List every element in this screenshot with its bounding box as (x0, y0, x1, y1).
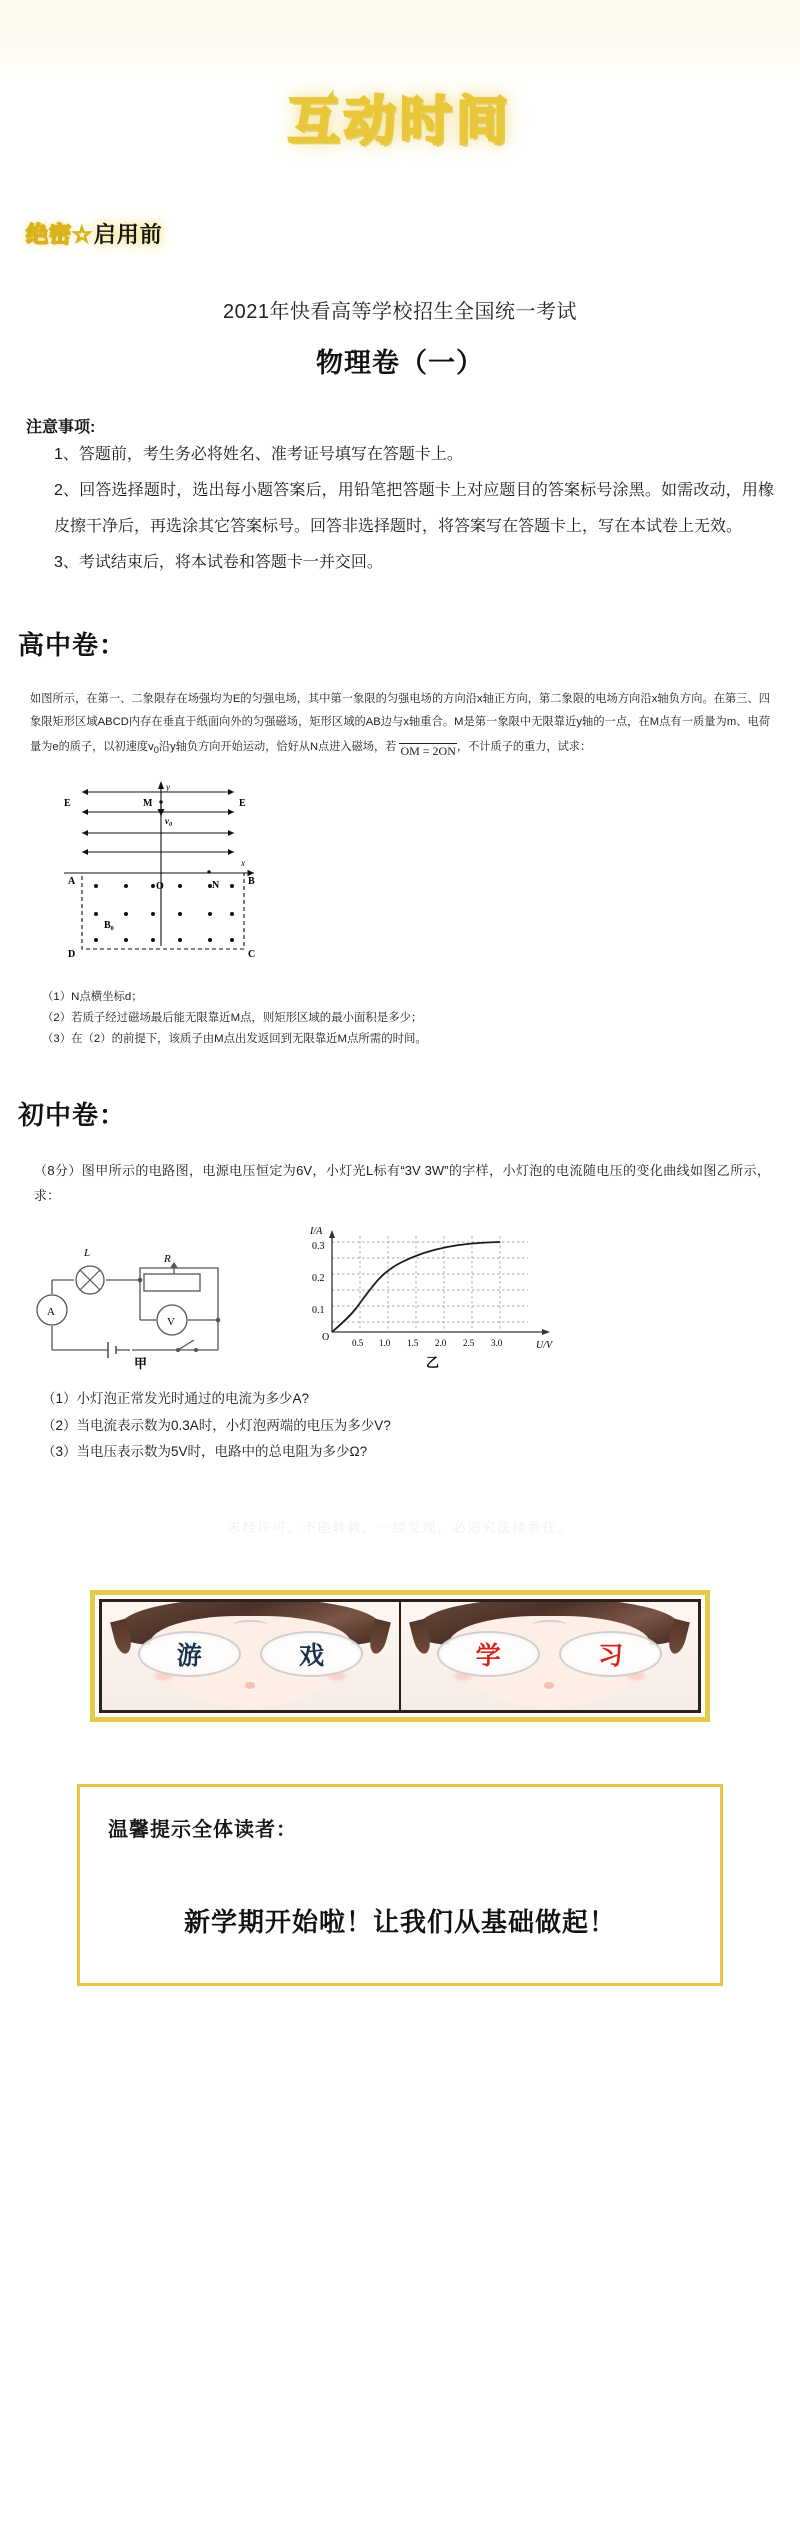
lens-text-right-1: 学 (437, 1631, 540, 1677)
graph-ytick: 0.2 (312, 1273, 325, 1285)
exam-title: 物理卷（一） (316, 348, 484, 378)
question-item: （2）若质子经过磁场最后能无限靠近M点，则矩形区域的最小面积是多少； (42, 1012, 423, 1025)
hero-title: 互动时间 (287, 92, 512, 152)
question-item: （1）小灯泡正常发光时通过的电流为多少A? (42, 1391, 310, 1407)
meme-panel-right (399, 1602, 698, 1710)
graph-xtick: 1.0 (379, 1338, 391, 1349)
graph-xtick: 2.5 (463, 1338, 475, 1349)
figure-caption-yi: 乙 (426, 1355, 440, 1371)
lens-text-left-1: 游 (138, 1631, 241, 1677)
notice-section (26, 414, 774, 581)
graph-origin: O (322, 1332, 330, 1344)
meme-banner (90, 1590, 710, 1722)
glasses-right (437, 1632, 663, 1676)
meme-panel-left (102, 1602, 399, 1710)
secret-black-text: 启用前 (93, 222, 163, 247)
problem-subscript: 0 (153, 745, 159, 756)
iv-curve-graph-yi (290, 1220, 560, 1370)
point-marker-m (159, 801, 162, 804)
question-item: （2）当电流表示数为0.3A时，小灯泡两端的电压为多少V? (42, 1417, 391, 1433)
high-school-figure (28, 776, 800, 971)
corner-label-d: D (68, 949, 76, 961)
circuit-diagram-jia (22, 1220, 272, 1370)
corner-label-c: C (248, 949, 256, 961)
graph-ytick: 0.3 (312, 1241, 325, 1253)
rheostat-label-r: R (164, 1253, 171, 1266)
final-message-box (77, 1784, 723, 1986)
middle-school-questions (42, 1386, 770, 1465)
problem-text-part3: ，不计质子的重力，试求： (456, 740, 592, 753)
corner-label-b: B (248, 876, 255, 888)
graph-xlabel: U/V (536, 1340, 553, 1352)
secret-notice (26, 215, 800, 255)
nose-shape (245, 1682, 255, 1689)
physics-field-diagram (28, 776, 328, 966)
question-item: （1）N点横坐标d； (42, 991, 143, 1004)
meme-inner (99, 1599, 701, 1713)
meme-frame (90, 1590, 710, 1722)
lamp-label-l: L (84, 1247, 91, 1260)
figure-caption-jia: 甲 (134, 1356, 148, 1371)
corner-label-a: A (68, 876, 76, 888)
point-label-m: M (143, 798, 153, 810)
notice-heading: 注意事项: (26, 419, 96, 436)
axis-label-y: y (166, 782, 170, 793)
voltmeter-label-v: V (167, 1316, 175, 1329)
graph-xtick: 2.0 (435, 1338, 447, 1349)
high-school-problem-text (30, 688, 770, 760)
graph-ytick: 0.1 (312, 1305, 325, 1317)
question-item: （3）当电压表示数为5V时，电路中的总电阻为多少Ω? (42, 1443, 368, 1459)
section-heading-middle-school: 初中卷： (18, 1099, 127, 1130)
graph-xtick: 1.5 (407, 1338, 419, 1349)
origin-label-o: O (156, 881, 164, 893)
ammeter-label-a: A (47, 1306, 55, 1319)
hero-banner (0, 0, 800, 215)
graph-ylabel: I/A (310, 1226, 323, 1238)
graph-grid (332, 1236, 528, 1330)
high-school-questions (42, 987, 770, 1050)
field-label-b0: $B_0$ (104, 920, 114, 933)
velocity-label-v0: $v_0$ (165, 816, 172, 829)
exam-heading (0, 295, 800, 380)
section-heading-high-school: 高中卷： (18, 630, 127, 660)
switch-symbol (178, 1340, 194, 1350)
secret-gold-text: 绝密☆ (26, 222, 93, 247)
problem-text-part1: 如图所示，在第一、二象限存在场强均为E的匀强电场，其中第一象限的匀强电场的方向沿x轴正方向，第二象限的电场方向沿x轴负方向。在第三、四象限矩形区域ABCD内存在垂直于纸面向外的匀强磁场，矩形区域的AB边与x轴重合。M是第一象限中无限靠近y轴的一点，在M点有一质量为m、电荷量为e的质子，以初速度v (30, 693, 770, 753)
formula-om-2on (399, 739, 456, 764)
graph-xtick: 0.5 (352, 1338, 364, 1349)
nose-shape (544, 1682, 554, 1689)
middle-school-figures (22, 1220, 800, 1370)
page-bottom-spacer (0, 1986, 800, 2046)
middle-school-problem-text: （8分）图甲所示的电路图，电源电压恒定为6V，小灯光L标有“3V 3W”的字样，小灯泡的电流随电压的变化曲线如图乙所示，求： (34, 1162, 770, 1203)
field-label-e-right: E (239, 798, 246, 810)
question-item: （3）在（2）的前提下，该质子由M点出发返回到无限靠近M点所需的时间。 (42, 1033, 427, 1046)
axis-label-x: x (241, 858, 245, 869)
notice-item: 2、回答选择题时，选出每小题答案后，用铅笔把答题卡上对应题目的答案标号涂黑。如需改动，用橡皮擦干净后，再选涂其它答案标号。回答非选择题时，将答案写在答题卡上，写在本试卷上无效。 (54, 482, 774, 535)
glasses-left (138, 1632, 364, 1676)
notice-item: 1、答题前，考生务必将姓名、准考证号填写在答题卡上。 (54, 446, 463, 463)
copyright-watermark: 未经许可，不能转载，一经发现，必追究法律责任。 (227, 1520, 573, 1536)
lens-text-left-2: 戏 (260, 1631, 363, 1677)
final-lead-text: 温馨提示全体读者： (108, 1819, 297, 1842)
magnetic-field-dots (94, 884, 234, 942)
point-marker-n (207, 871, 210, 874)
point-label-n: N (212, 880, 220, 892)
lens-text-right-2: 习 (559, 1631, 662, 1677)
graph-xtick: 3.0 (491, 1338, 503, 1349)
exam-subtitle: 2021年快看高等学校招生全国统一考试 (223, 301, 577, 323)
problem-text-part2: 沿y轴负方向开始运动，恰好从N点进入磁场，若 (158, 740, 397, 753)
rheostat-symbol (144, 1274, 200, 1291)
final-message-text: 新学期开始啦！让我们从基础做起！ (183, 1907, 616, 1938)
formula-text: OM = 2ON (400, 743, 456, 758)
notice-item: 3、考试结束后，将本试卷和答题卡一并交回。 (54, 554, 383, 571)
field-label-e-left: E (64, 798, 71, 810)
